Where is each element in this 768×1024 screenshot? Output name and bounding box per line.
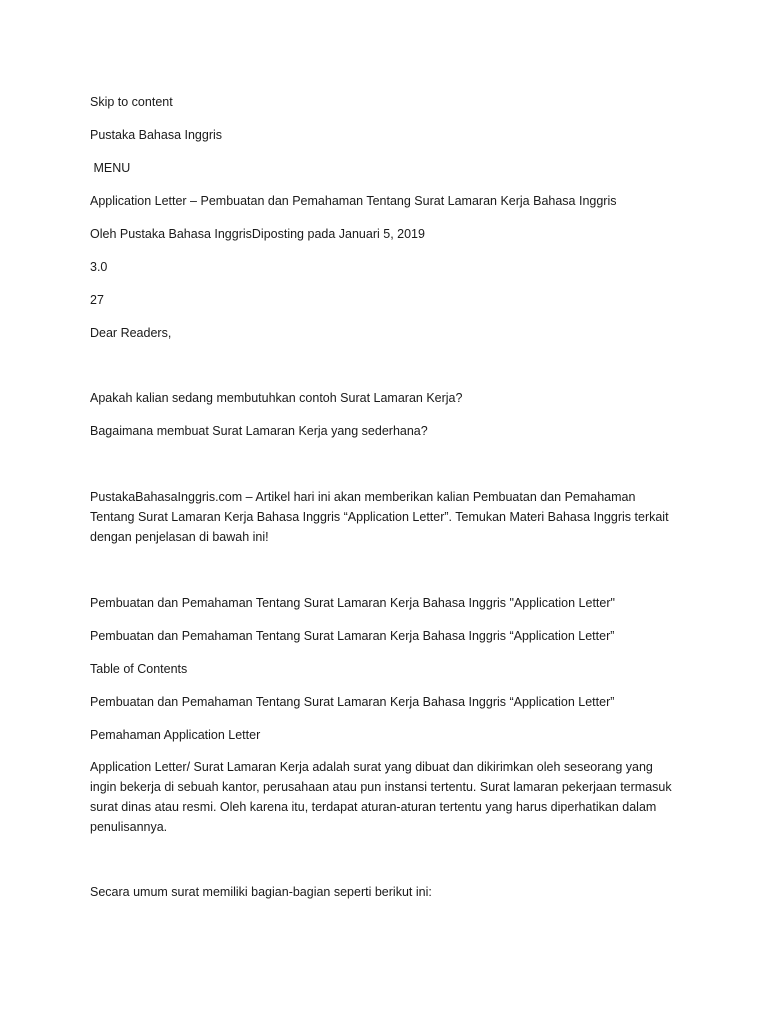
intro-paragraph (90, 487, 680, 547)
rating-count: 27 (90, 293, 104, 307)
toc-item-heading[interactable]: Pembuatan dan Pemahaman Tentang Surat Lamaran Kerja Bahasa Inggris “Application Letter” (90, 695, 615, 709)
greeting: Dear Readers, (90, 326, 172, 340)
skip-link-row (90, 92, 680, 112)
skip-to-content-link[interactable]: Skip to content (90, 95, 173, 109)
body-line: Application Letter/ Surat Lamaran Kerja adalah surat yang dibuat dan dikirimkan oleh seseorang yang (90, 760, 653, 774)
toc-label[interactable]: Table of Contents (90, 662, 188, 676)
rating-value: 3.0 (90, 260, 108, 274)
intro-line: PustakaBahasaInggris.com – Artikel hari ini akan memberikan kalian Pembuatan dan Pemahaman (90, 490, 636, 504)
heading-b: Pembuatan dan Pemahaman Tentang Surat Lamaran Kerja Bahasa Inggris “Application Letter” (90, 629, 615, 643)
menu-label[interactable]: MENU (90, 161, 131, 175)
site-name[interactable]: Pustaka Bahasa Inggris (90, 128, 223, 142)
intro-line: Tentang Surat Lamaran Kerja Bahasa Inggris “Application Letter”. Temukan Materi Bahasa Inggris terkait (90, 510, 669, 524)
body-line: penulisannya. (90, 820, 168, 834)
article-byline: Oleh Pustaka Bahasa InggrisDiposting pada Januari 5, 2019 (90, 227, 425, 241)
question-1: Apakah kalian sedang membutuhkan contoh Surat Lamaran Kerja? (90, 391, 463, 405)
body-line: ingin bekerja di sebuah kantor, perusahaan atau pun instansi tertentu. Surat lamaran pekerjaan termasuk (90, 780, 672, 794)
question-2: Bagaimana membuat Surat Lamaran Kerja yang sederhana? (90, 424, 428, 438)
body-paragraph (90, 757, 680, 837)
heading-a: Pembuatan dan Pemahaman Tentang Surat Lamaran Kerja Bahasa Inggris "Application Letter" (90, 596, 615, 610)
body-line: surat dinas atau resmi. Oleh karena itu, terdapat aturan-aturan tertentu yang harus diperhatikan dalam (90, 800, 657, 814)
closing-sentence: Secara umum surat memiliki bagian-bagian seperti berikut ini: (90, 885, 432, 899)
article-title: Application Letter – Pembuatan dan Pemahaman Tentang Surat Lamaran Kerja Bahasa Inggris (90, 194, 617, 208)
section-title: Pemahaman Application Letter (90, 728, 261, 742)
intro-line: dengan penjelasan di bawah ini! (90, 530, 269, 544)
